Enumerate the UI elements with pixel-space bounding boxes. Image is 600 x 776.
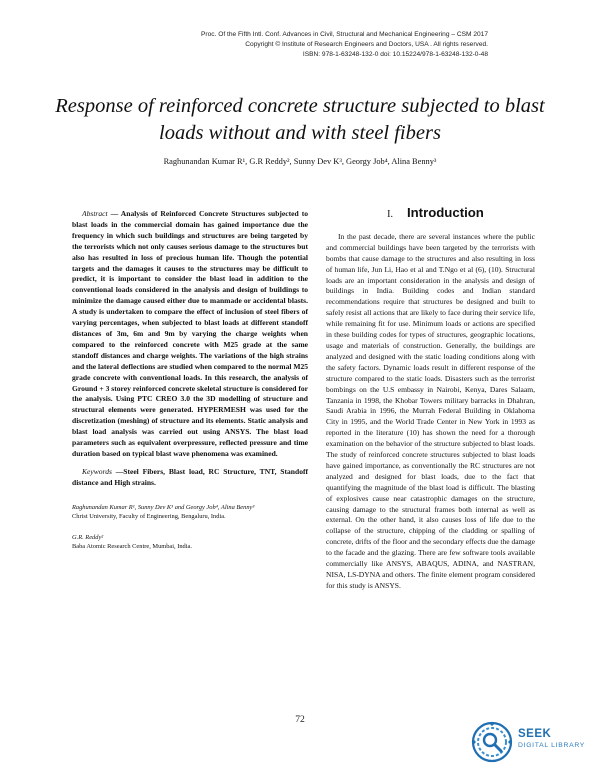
affiliation-institution: Christ University, Faculty of Engineering, Bengaluru, India. — [72, 512, 226, 520]
affiliation-institution: Baba Atomic Research Centre, Mumbai, India. — [72, 542, 192, 550]
header-line-1: Proc. Of the Fifth Intl. Conf. Advances in Civil, Structural and Mechanical Engineering – CSM 2017 — [201, 31, 488, 38]
logo-name: SEEK — [518, 728, 552, 740]
header-line-2: Copyright © Institute of Research Engineers and Doctors, USA . All rights reserved. — [245, 41, 488, 48]
keywords-label: Keywords — [82, 466, 112, 476]
logo-text — [518, 728, 585, 751]
paper-title: Response of reinforced concrete structure subjected to blast loads without and with steel fibers — [55, 95, 545, 144]
introduction-text: In the past decade, there are several instances where the public and commercial buildings have been targeted by the terrorists with bombs that cause damage to the structures and also resulting in loss of human life, Jun Li, Hao et al and T.Ngo et al (6), (10). Structural loads are an important consideration in the analysis and design of buildings in India. Building codes and Indian standard recommendations require that structures be designed and built to safely resist all actions that are likely to face during their service life, while remaining fit for use. Minimum loads or actions are specified in these building codes for types of structures, geographic locations, usage and materials of construction. Generally, the buildings are analyzed and designed with the static loading conditions along with the safety factors. Dynamic loads result in different response of the structure compared to the static loads. Disasters such as the terrorist bombings on the U.S embassy in Nairobi, Kenya, Dares Salaam, Tanzania in 1998, the Khobar Towers military barracks in Dhahran, Saudi Arabia in 1996, the Murrah Federal Building in Oklahoma City in 1995, and the World Trade Center in New York in 1993 as reported in the literature (10) has shown the need for a thorough examination on the behavior of the structure subjected to blast loads. The study of reinforced concrete structures subjected to blast loads have gained importance, as conventionally the RC structures are not analyzed and designed for blast loads, due to the fact that quantifying the magnitude of the blast load is difficult. The blasting of explosives cause near catastrophic damages on the structure, causing damage to the structural frames both internal as well as external. On the other hand, it also causes loss of life due to the collapse of the structure, chipping of the cladding or spalling of concrete, drifts of the floor and the secondary effects due the damage to the facade and the glazing. There are few software tools available commercially like ANSYS, ABAQUS, ADINA, and NASTRAN, NISA, LS-DYNA and others. The finite element program considered for this study is ANSYS. — [326, 231, 535, 590]
abstract-label: Abstract — [82, 209, 108, 218]
right-column — [326, 205, 535, 592]
affiliation-names: Raghunandan Kumar R¹, Sunny Dev K³ and Georgy Job⁴, Alina Benny³ — [72, 503, 255, 511]
affiliation-names: G.R. Reddy² — [72, 533, 104, 541]
author-list: Raghunandan Kumar R¹, G.R Reddy², Sunny Dev K³, Georgy Job⁴, Alina Benny³ — [163, 157, 437, 166]
conference-header — [0, 30, 600, 60]
logo-subtitle: DIGITAL LIBRARY — [518, 742, 586, 749]
seek-logo-icon — [470, 720, 514, 764]
section-heading — [326, 205, 535, 221]
header-line-3: ISBN: 978-1-63248-132-0 doi: 10.15224/978-1-63248-132-0-48 — [302, 51, 488, 58]
abstract-text: — Analysis of Reinforced Concrete Structures subjected to blast loads in the commercial domain has gained importance due the frequency in which such buildings and structures are being targeted by the terrorists which not only causes serious damage to the structures but also has resulted in loss of precious human life. Though the potential targets and the damages it causes to the structures may be difficult to predict, it is important to consider the blast load in addition to the conventional loads considered in the analysis and design of buildings to minimize the damage caused either due to manmade or accidental blasts. A study is undertaken to compare the effect of inclusion of steel fibers of varying percentages, when subjected to blast loads at different standoff distances of 3m, 6m and 9m by varying the charge weights when compared to the reinforced concrete with M25 grade at the same standoff distances and charge weights. The variations of the high strains and the lateral deflections are studied when compared to the normal M25 grade concrete with conventional loads. In this research, the analysis of Ground + 3 storey reinforced concrete skeletal structure is considered for the analysis. Using PTC CREO 3.0 the 3D modelling of structure and structural elements were generated. HYPERMESH was used for the discretization (meshing) of structure and its elements. Static analysis and blast load analysis was carried out using ANSYS. The blast load parameters such as equivalent overpressure, reflected pressure and time duration based on typical blast wave phenomena was examined. — [72, 209, 308, 458]
seek-digital-library-logo[interactable] — [470, 720, 594, 764]
section-number: I. — [387, 209, 393, 220]
left-column — [72, 209, 308, 551]
affiliation-2 — [72, 533, 308, 551]
page-number: 72 — [295, 714, 305, 725]
affiliation-1 — [72, 503, 308, 521]
keywords-text: —Steel Fibers, Blast load, RC Structure, TNT, Standoff distance and High strains. — [72, 466, 308, 487]
keywords — [72, 467, 308, 489]
abstract — [72, 209, 308, 460]
section-title: Introduction — [406, 205, 484, 220]
